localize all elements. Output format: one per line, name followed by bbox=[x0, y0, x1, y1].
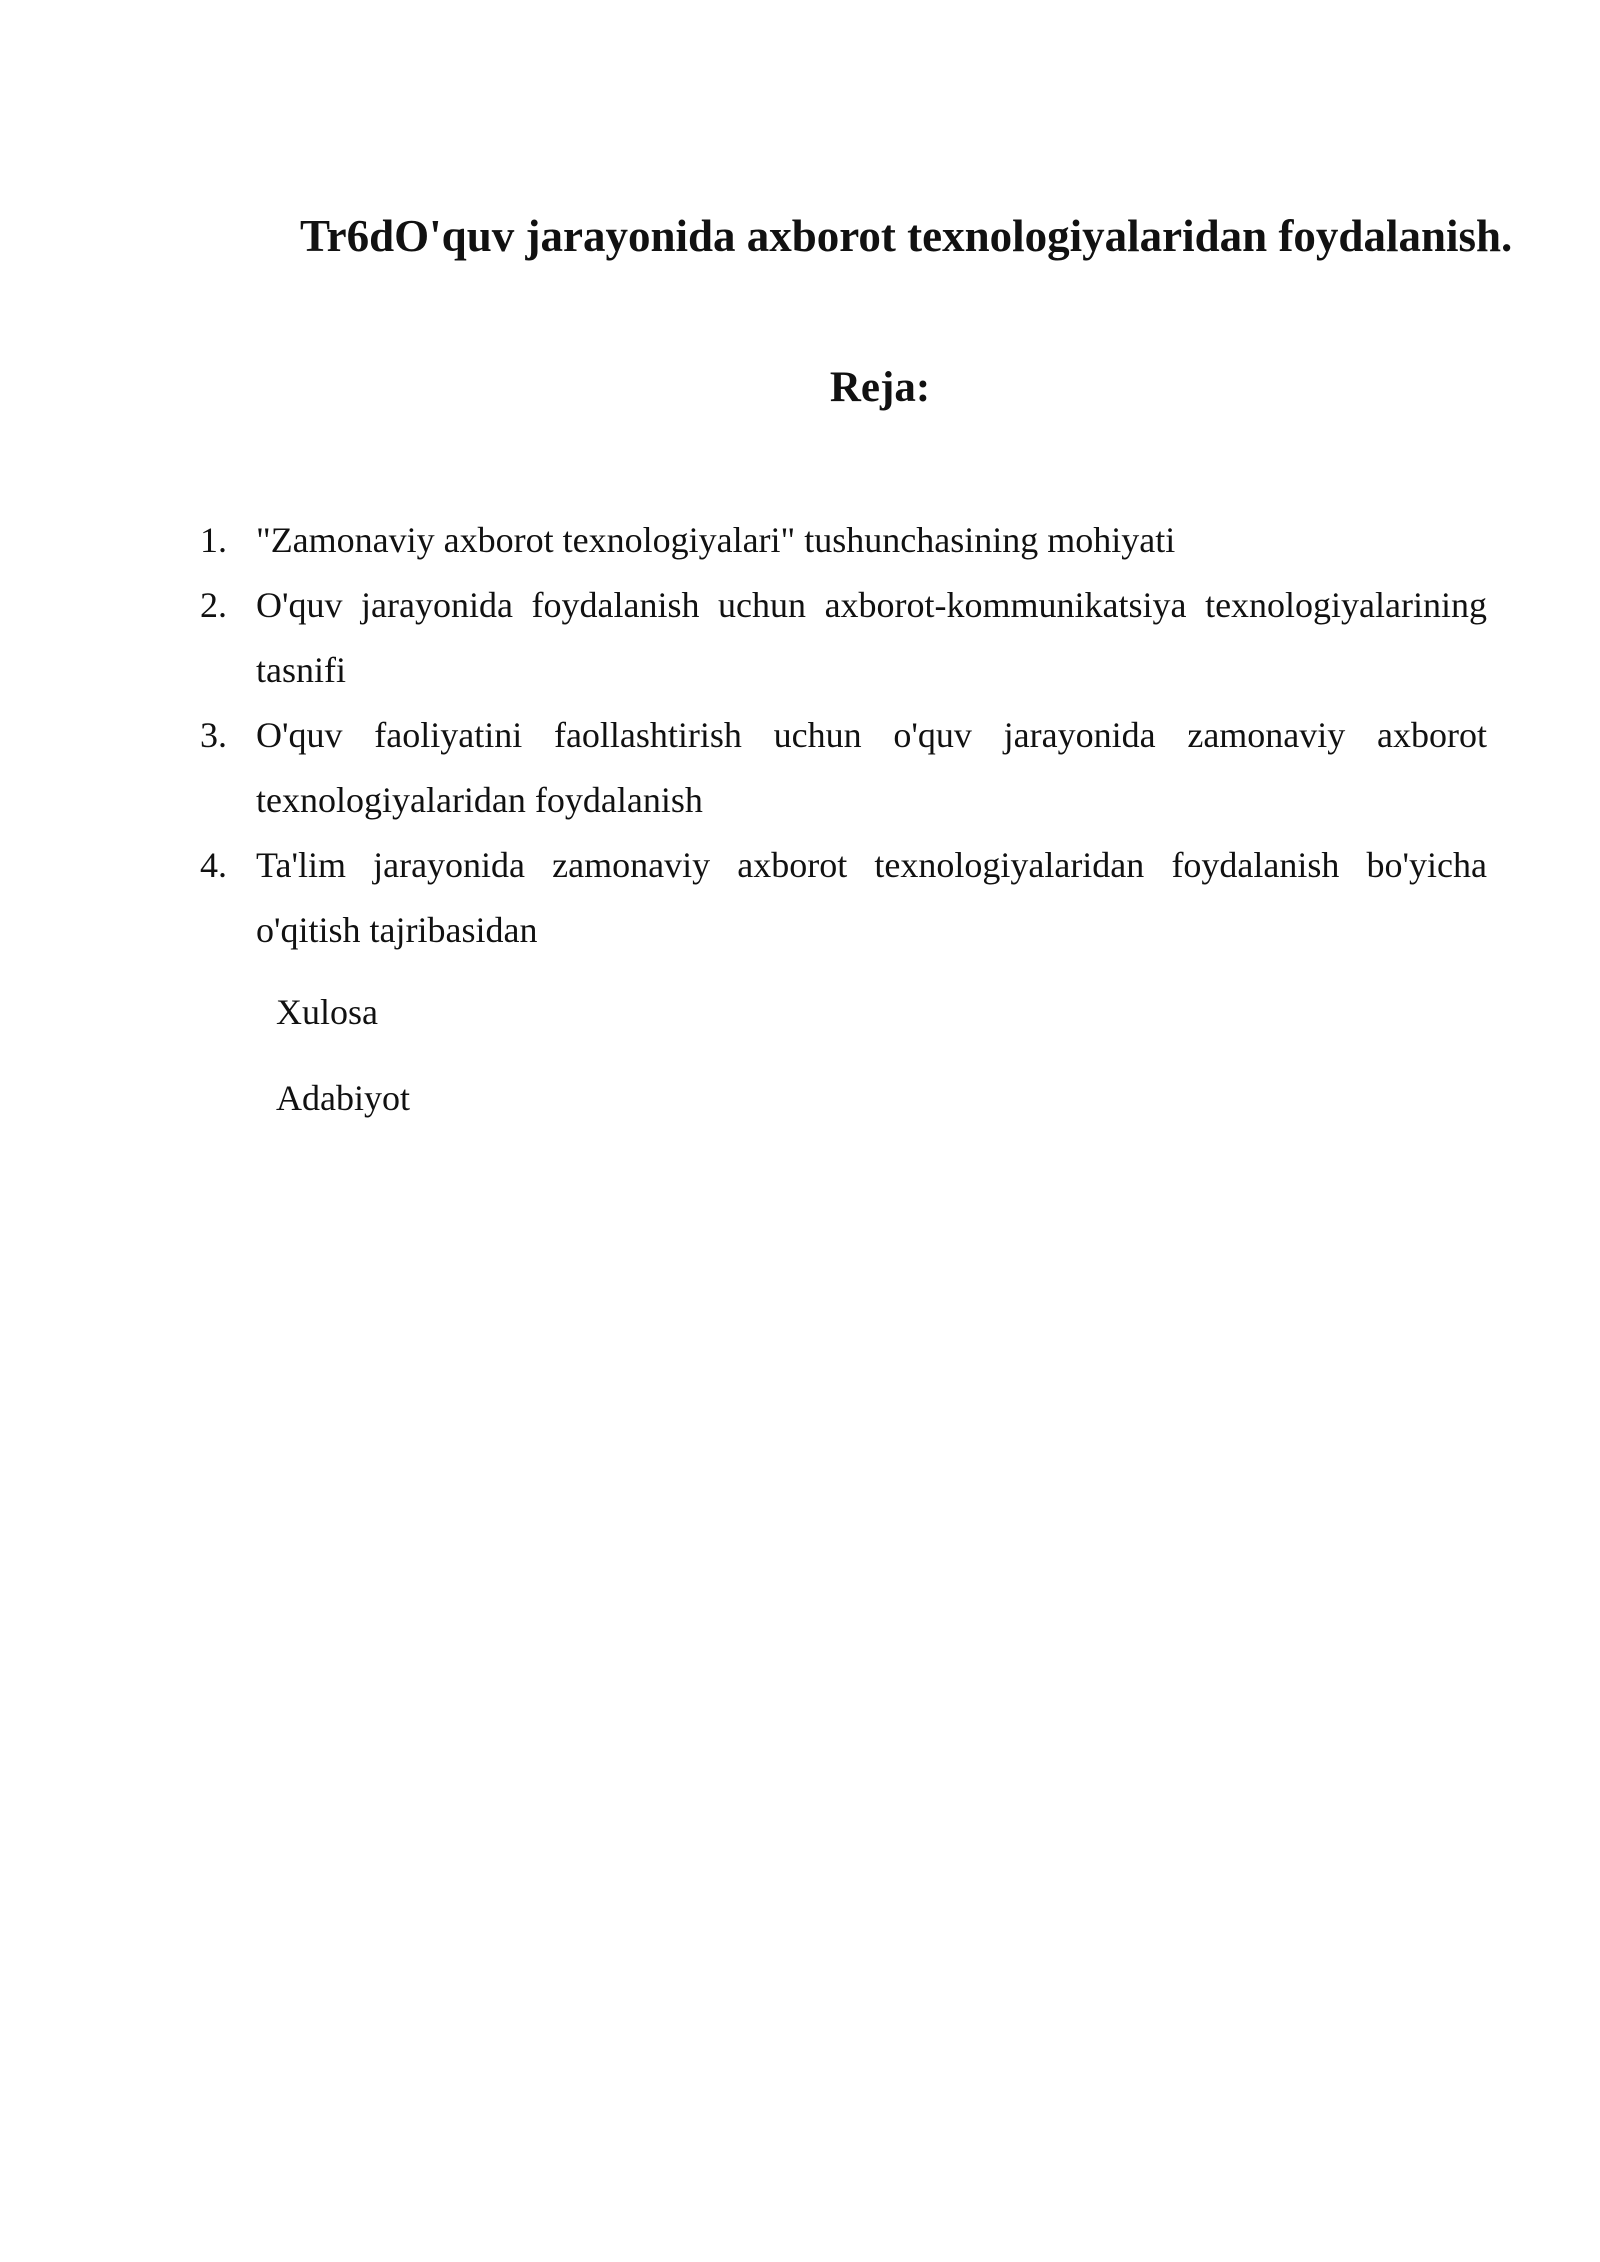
plan-item-text: O'quv faoliyatini faollashtirish uchun o'quv jarayonida zamonaviy axborot texnologiyalaridan foydalanish bbox=[256, 715, 1487, 820]
plan-item-number: 4. bbox=[200, 845, 227, 885]
plan-list bbox=[200, 508, 1487, 963]
plan-item-text: Ta'lim jarayonida zamonaviy axborot texnologiyalaridan foydalanish bo'yicha o'qitish tajribasidan bbox=[256, 845, 1487, 950]
plan-item-1 bbox=[200, 508, 1487, 573]
plan-item-number: 2. bbox=[200, 585, 227, 625]
conclusion-line: Xulosa bbox=[276, 992, 378, 1032]
plan-heading: Reja: bbox=[829, 364, 931, 411]
plan-item-number: 3. bbox=[200, 715, 227, 755]
plan-item-2 bbox=[200, 573, 1487, 703]
plan-item-number: 1. bbox=[200, 520, 227, 560]
document-title: Tr6dO'quv jarayonida axborot texnologiyalaridan foydalanish. bbox=[300, 211, 1513, 261]
plan-item-4 bbox=[200, 833, 1487, 963]
plan-item-text: "Zamonaviy axborot texnologiyalari" tushunchasining mohiyati bbox=[256, 520, 1176, 560]
plan-item-3 bbox=[200, 703, 1487, 833]
plan-item-text: O'quv jarayonida foydalanish uchun axborot-kommunikatsiya texnologiyalarining tasnifi bbox=[256, 585, 1487, 690]
literature-line: Adabiyot bbox=[276, 1078, 410, 1118]
